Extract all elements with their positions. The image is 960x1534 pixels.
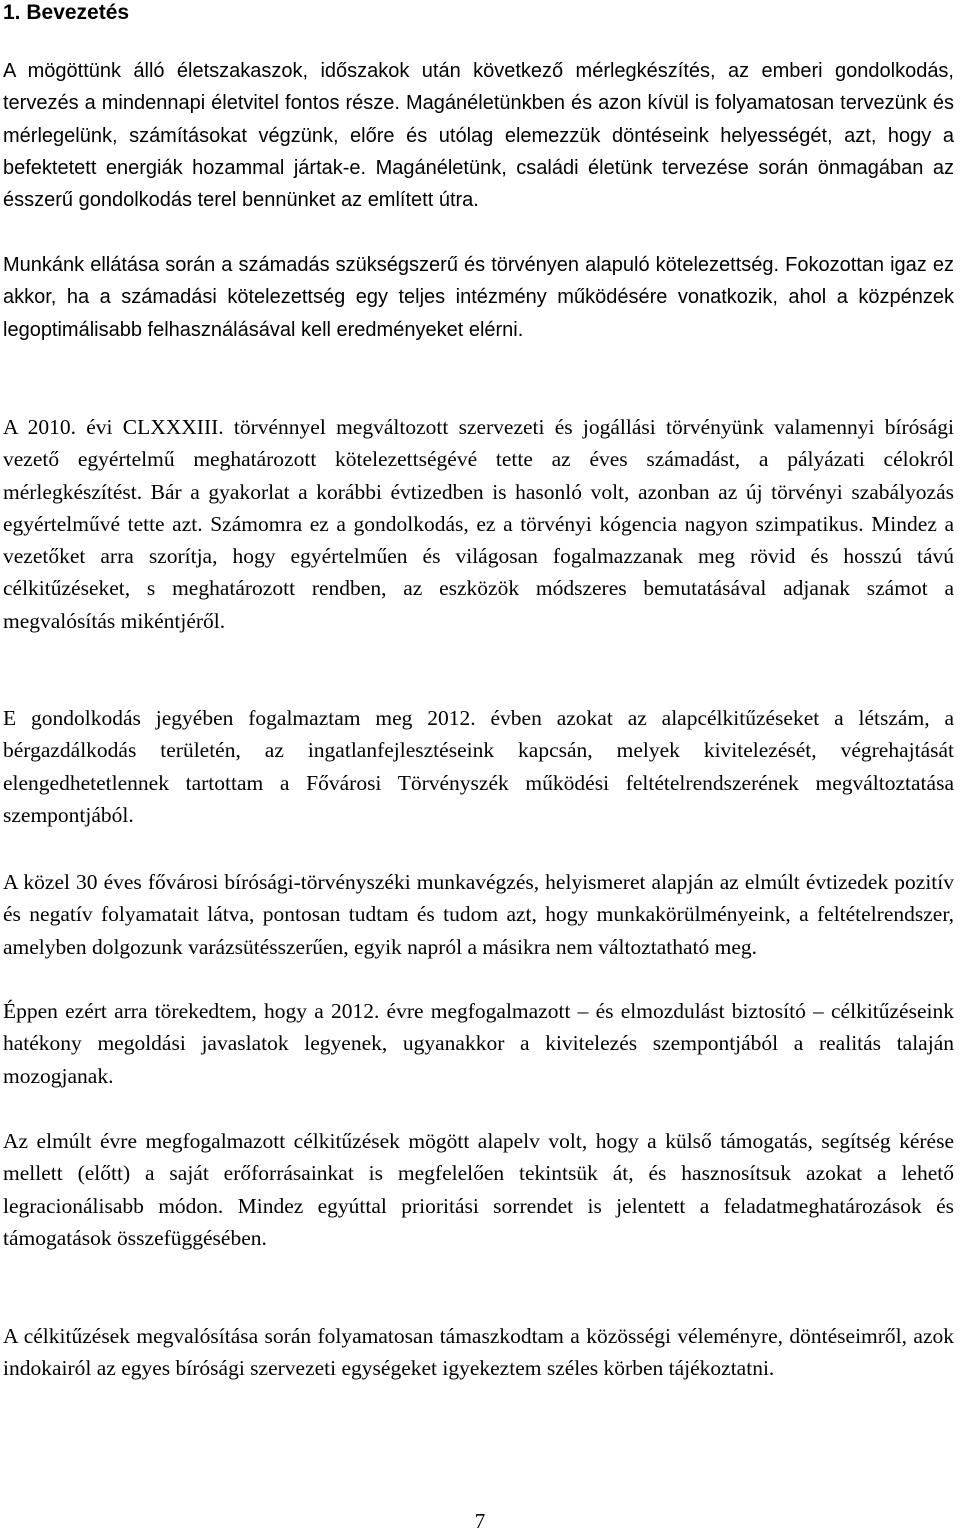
paragraph-community: A célkitűzések megvalósítása során folyamatosan támaszkodtam a közösségi véleményre, döntéseimről, azok indokairól az egyes bírósági szervezeti egységeket igyekeztem széles körben tájékoztatni. — [3, 1324, 954, 1381]
section-heading: 1. Bevezetés — [3, 1, 130, 24]
paragraph-law: A 2010. évi CLXXXIII. törvénnyel megváltozott szervezeti és jogállási törvényünk valamennyi bírósági vezető egyértelmű meghatározott kötelezettségévé tette az éves számadást, a pályázati célokról mérlegkészítést. Bár a gyakorlat a korábbi évtizedben is hasonló volt, azonban az új törvényi szabályozás egyértelművé tette azt. Számomra ez a gondolkodás, ez a törvényi kógencia nagyon szimpatikus. Mindez a vezetőket arra szorítja, hogy egyértelműen és világosan fogalmazzanak meg rövid és hosszú távú célkitűzéseket, s meghatározott rendben, az eszközök módszeres bemutatásával adjanak számot a megvalósítás mikéntjéről. — [3, 415, 954, 633]
page-number: 7 — [474, 1509, 486, 1533]
paragraph-experience: A közel 30 éves fővárosi bírósági-törvényszéki munkavégzés, helyismeret alapján az elmúlt évtizedek pozitív és negatív folyamatait látva, pontosan tudtam és tudom azt, hogy munkakörülményeink, a feltételrendszer, amelyben dolgozunk varázsütésszerűen, egyik napról a másikra nem változtatható meg. — [3, 870, 954, 959]
paragraph-principles: Az elmúlt évre megfogalmazott célkitűzések mögött alapelv volt, hogy a külső támogatás, segítség kérése mellett (előtt) a saját erőforrásainkat is megfelelően tekintsük át, és hasznosítsuk azokat a lehető legracionálisabb módon. Mindez egyúttal prioritási sorrendet is jelentett a feladatmeghatározások és támogatások összefüggésében. — [3, 1129, 954, 1250]
paragraph-accountability: Munkánk ellátása során a számadás szükségszerű és törvényen alapuló kötelezettség. Fokozottan igaz ez akkor, ha a számadási kötelezettség egy teljes intézmény működésére vonatkozik, ahol a közpénzek legoptimálisabb felhasználásával kell eredményeket elérni. — [3, 254, 954, 341]
paragraph-intro: A mögöttünk álló életszakaszok, időszakok után következő mérlegkészítés, az emberi gondolkodás, tervezés a mindennapi életvitel fontos része. Magánéletünkben és azon kívül is folyamatosan tervezünk és mérlegelünk, számításokat végzünk, előre és utólag elemezzük döntéseink helyességét, azt, hogy a befektetett energiák hozammal jártak-e. Magánéletünk, családi életünk tervezése során önmagában az ésszerű gondolkodás terel bennünket az említett útra. — [3, 60, 954, 212]
paragraph-goals-2012: E gondolkodás jegyében fogalmaztam meg 2012. évben azokat az alapcélkitűzéseket a létszám, a bérgazdálkodás területén, az ingatlanfejlesztéseink kapcsán, melyek kivitelezését, végrehajtását elengedhetetlennek tartottam a Fővárosi Törvényszék működési feltételrendszerének megváltoztatása szempontjából. — [3, 706, 954, 827]
paragraph-realism: Éppen ezért arra törekedtem, hogy a 2012. évre megfogalmazott – és elmozdulást biztosító – célkitűzéseink hatékony megoldási javaslatok legyenek, ugyanakkor a kivitelezés szempontjából a realitás talaján mozogjanak. — [3, 999, 954, 1088]
